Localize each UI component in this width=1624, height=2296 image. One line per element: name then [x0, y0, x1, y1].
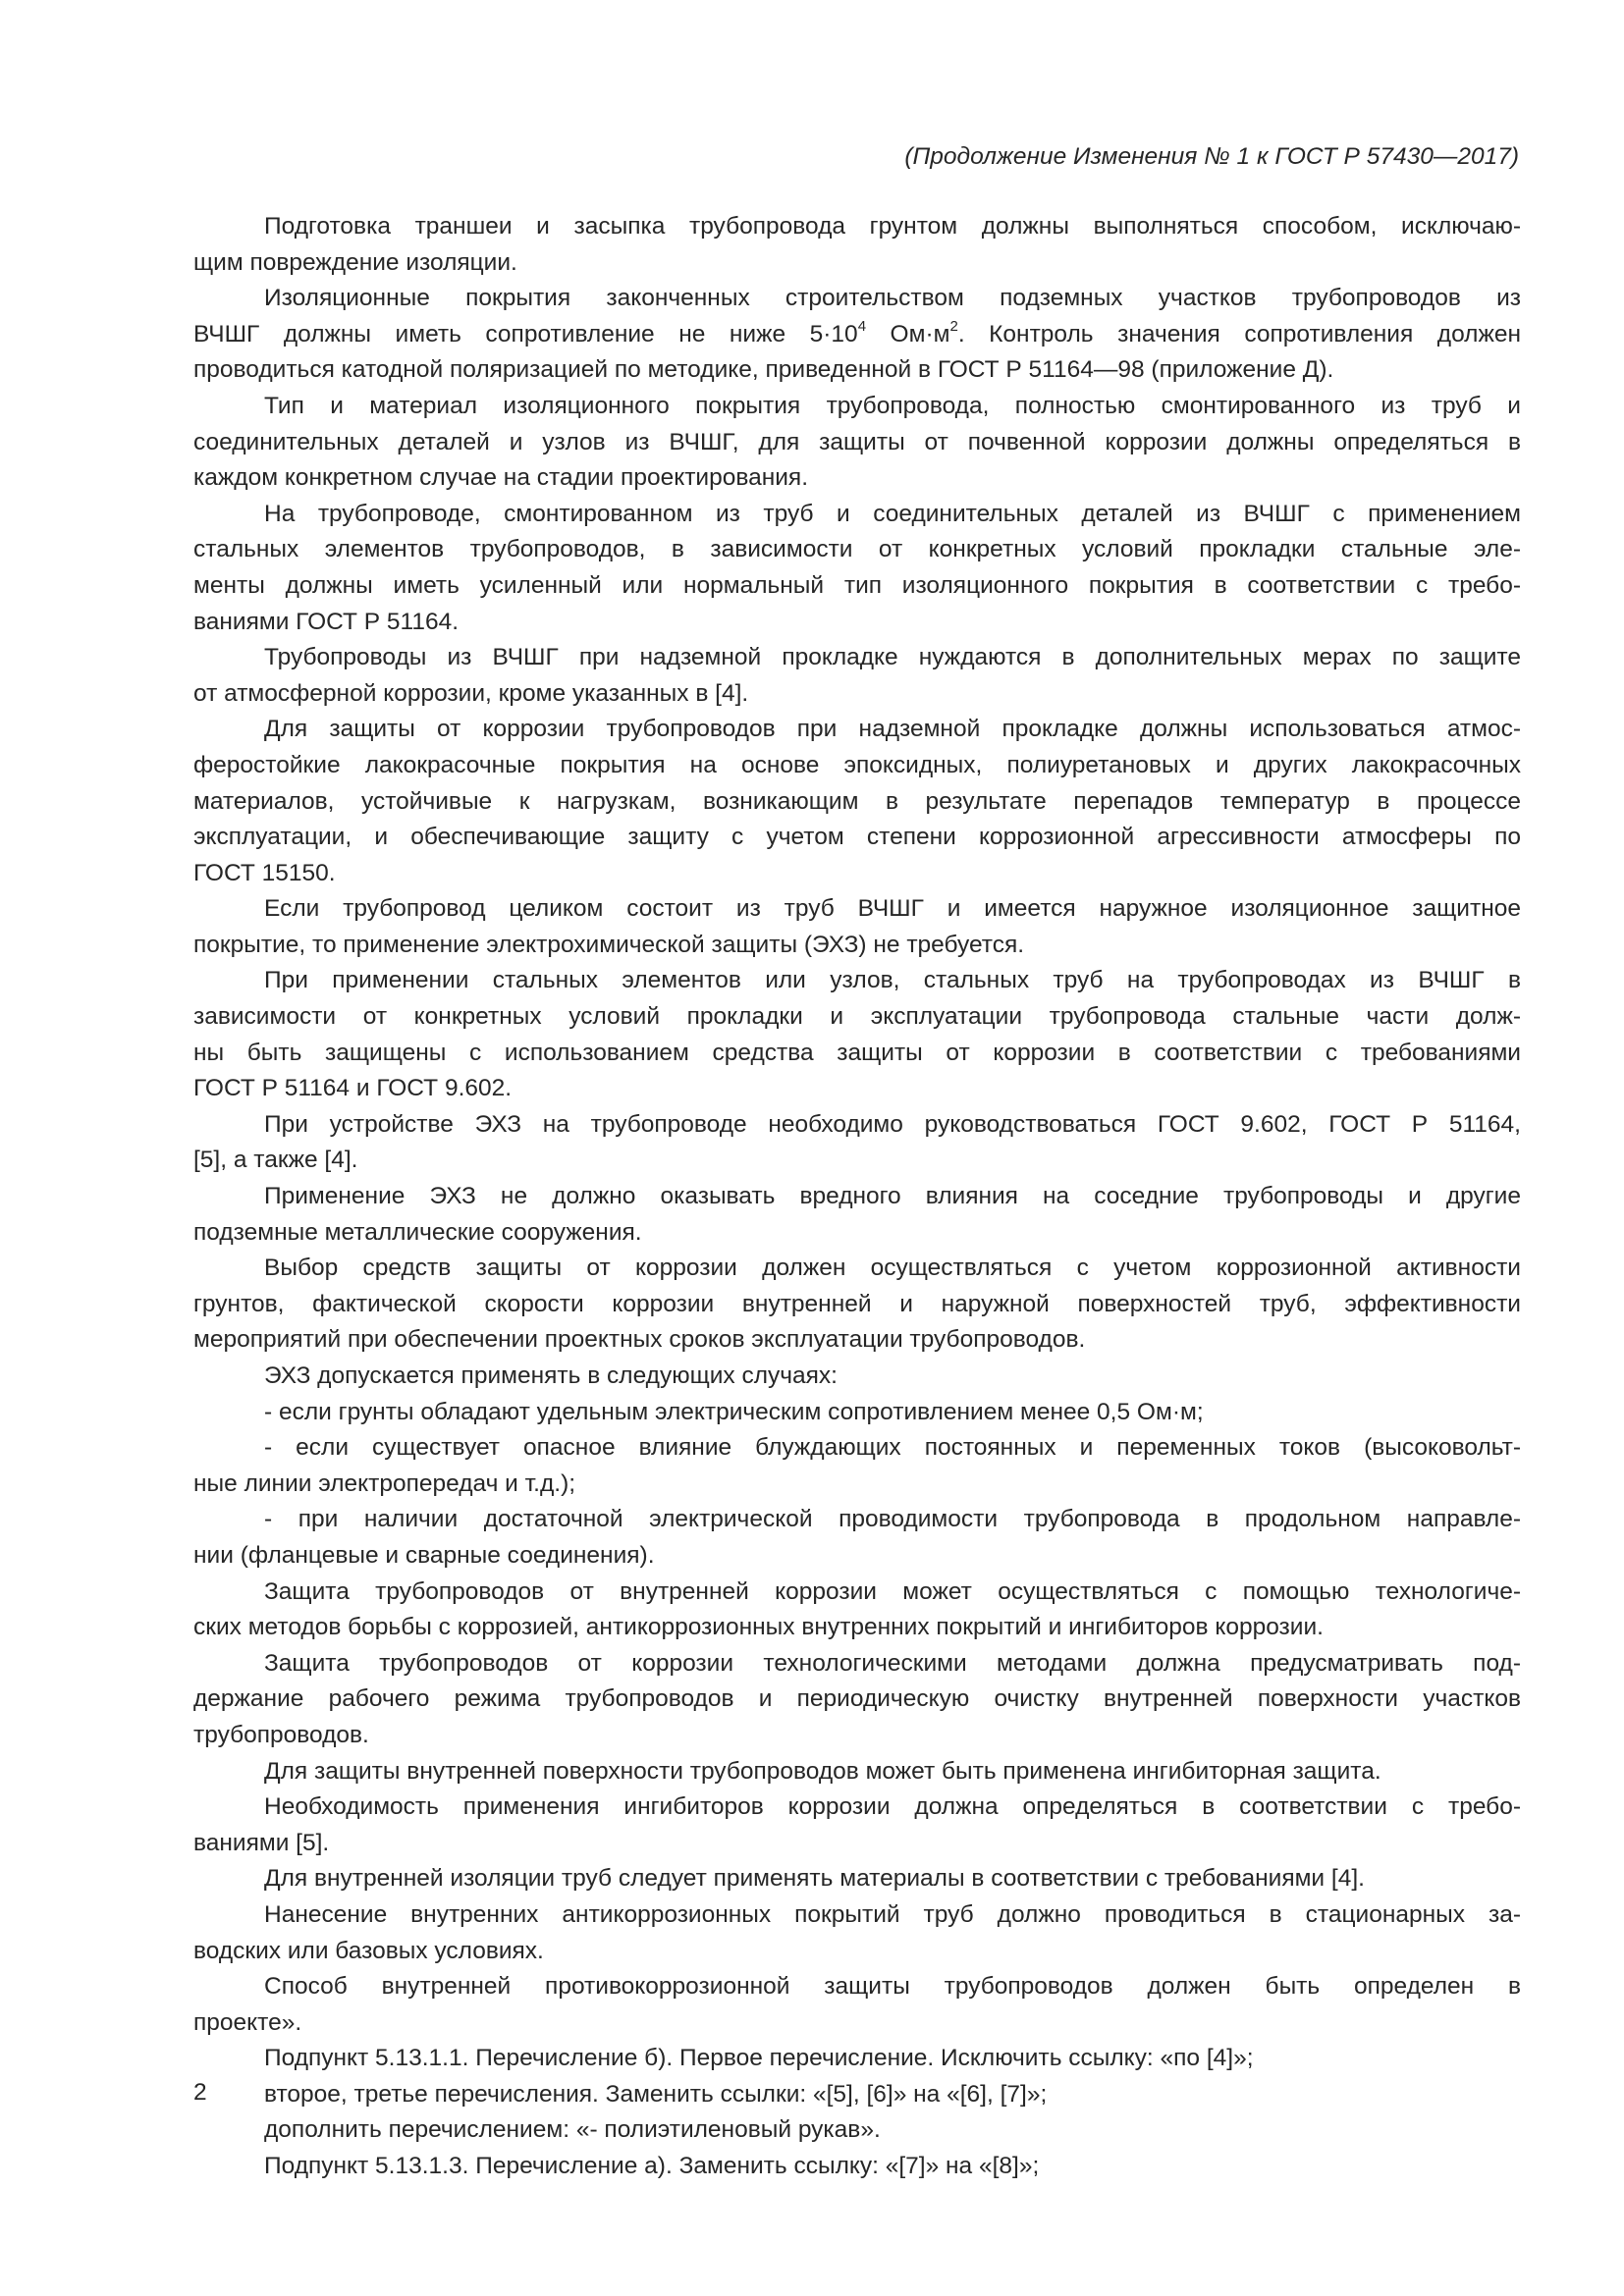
text-line	[193, 1789, 1521, 1826]
paragraph	[193, 712, 1521, 891]
line-text: Подготовка траншеи и засыпка трубопровода грунтом должны выполняться способом, исключаю-	[264, 213, 1521, 240]
line-text: Для защиты внутренней поверхности трубопроводов может быть применена ингибиторная защита.	[264, 1757, 1381, 1785]
text-line	[193, 568, 1521, 605]
text-line	[193, 748, 1521, 784]
paragraph	[193, 1359, 1521, 1395]
line-text: нии (фланцевые и сварные соединения).	[193, 1541, 655, 1569]
text-line	[193, 281, 1521, 317]
line-text: [5], а также [4].	[193, 1147, 358, 1174]
line-text: покрытие, то применение электрохимической защиты (ЭХЗ) не требуется.	[193, 931, 1025, 958]
line-text: - если существует опасное влияние блуждающих постоянных и переменных токов (высоковольт-	[264, 1434, 1521, 1462]
paragraph	[193, 1502, 1521, 1574]
line-text: Тип и материал изоляционного покрытия трубопровода, полностью смонтированного из труб и	[264, 392, 1521, 419]
text-line	[193, 963, 1521, 999]
paragraph	[193, 2149, 1521, 2185]
paragraph	[193, 1251, 1521, 1359]
line-text: стальных элементов трубопроводов, в зависимости от конкретных условий прокладки стальные эле-	[193, 536, 1521, 563]
paragraph	[193, 1646, 1521, 1754]
line-text: . Контроль значения сопротивления должен	[957, 320, 1521, 347]
line-text: щим повреждение изоляции.	[193, 248, 517, 276]
line-text: Для защиты от коррозии трубопроводов при надземной прокладке должны использоваться атмос-	[264, 716, 1521, 743]
text-line	[193, 2041, 1521, 2077]
line-text: материалов, устойчивые к нагрузкам, возникающим в результате перепадов температур в процессе	[193, 787, 1521, 815]
line-text: Трубопроводы из ВЧШГ при надземной прокладке нуждаются в дополнительных мерах по защите	[264, 644, 1521, 671]
paragraph	[193, 1861, 1521, 1897]
text-line	[193, 2112, 1521, 2149]
text-line	[193, 1467, 1521, 1503]
paragraph	[193, 640, 1521, 712]
line-text: феростойкие лакокрасочные покрытия на основе эпоксидных, полиуретановых и других лакокрасочных	[193, 751, 1521, 778]
text-line	[193, 1036, 1521, 1072]
text-line	[193, 1538, 1521, 1575]
line-text: ЭХЗ допускается применять в следующих случаях:	[264, 1362, 838, 1389]
line-text: проекте».	[193, 2008, 302, 2036]
line-text: Способ внутренней противокоррозионной защиты трубопроводов должен быть определен в	[264, 1973, 1521, 2001]
line-text: ваниями [5].	[193, 1829, 330, 1856]
text-line	[193, 1718, 1521, 1754]
paragraph	[193, 2077, 1521, 2113]
text-line	[193, 2077, 1521, 2113]
line-text: - если грунты обладают удельным электрическим сопротивлением менее 0,5 Ом·м;	[264, 1398, 1204, 1425]
line-text: второе, третье перечисления. Заменить ссылки: «[5], [6]» на «[6], [7]»;	[264, 2080, 1048, 2108]
line-text: При устройстве ЭХЗ на трубопроводе необходимо руководствоваться ГОСТ 9.602, ГОСТ Р 51164,	[264, 1110, 1521, 1138]
paragraph	[193, 1575, 1521, 1646]
line-text: Для внутренней изоляции труб следует применять материалы в соответствии с требованиями [4].	[264, 1865, 1365, 1893]
line-text: Изоляционные покрытия законченных строительством подземных участков трубопроводов из	[264, 285, 1521, 312]
paragraph	[193, 1754, 1521, 1790]
text-line	[193, 245, 1521, 282]
text-line	[193, 1575, 1521, 1611]
line-text: Если трубопровод целиком состоит из труб ВЧШГ и имеется наружное изоляционное защитное	[264, 895, 1521, 923]
line-text: Необходимость применения ингибиторов коррозии должна определяться в соответствии с требо-	[264, 1793, 1521, 1821]
text-line	[193, 999, 1521, 1036]
paragraph	[193, 2041, 1521, 2077]
text-line	[193, 1969, 1521, 2005]
line-text: трубопроводов.	[193, 1721, 369, 1748]
exponent: 4	[857, 317, 867, 335]
line-text: дополнить перечислением: «- полиэтиленовый рукав».	[264, 2116, 881, 2144]
line-text: мероприятий при обеспечении проектных сроков эксплуатации трубопроводов.	[193, 1326, 1086, 1354]
text-line	[193, 1610, 1521, 1646]
line-text: ВЧШГ должны иметь сопротивление не ниже 5·10	[193, 320, 858, 347]
line-text: водских или базовых условиях.	[193, 1937, 544, 1964]
line-text: ваниями ГОСТ Р 51164.	[193, 608, 460, 635]
text-line	[193, 1395, 1521, 1431]
text-line	[193, 1754, 1521, 1790]
text-line	[193, 1071, 1521, 1107]
unit-text: Ом·м	[866, 320, 950, 347]
text-line	[193, 1430, 1521, 1467]
paragraph	[193, 2112, 1521, 2149]
text-line	[193, 425, 1521, 461]
paragraph	[193, 209, 1521, 281]
paragraph	[193, 1897, 1521, 1969]
text-line	[193, 389, 1521, 425]
text-line	[193, 1646, 1521, 1682]
text-line	[193, 605, 1521, 641]
paragraph	[193, 389, 1521, 497]
line-text: Нанесение внутренних антикоррозионных покрытий труб должно проводиться в стационарных за-	[264, 1900, 1521, 1928]
text-line	[193, 1861, 1521, 1897]
text-line	[193, 856, 1521, 892]
line-text: ГОСТ Р 51164 и ГОСТ 9.602.	[193, 1075, 513, 1102]
text-line	[193, 2005, 1521, 2042]
line-text: При применении стальных элементов или узлов, стальных труб на трубопроводах из ВЧШГ в	[264, 967, 1521, 994]
text-line	[193, 1251, 1521, 1287]
text-line	[193, 317, 1521, 353]
line-text: грунтов, фактической скорости коррозии внутренней и наружной поверхностей труб, эффективности	[193, 1290, 1521, 1317]
text-line	[193, 209, 1521, 245]
text-line	[193, 784, 1521, 821]
paragraph	[193, 1430, 1521, 1502]
running-header: (Продолжение Изменения № 1 к ГОСТ Р 57430—2017)	[904, 143, 1519, 170]
text-line	[193, 820, 1521, 856]
text-line	[193, 1934, 1521, 1970]
text-line	[193, 640, 1521, 676]
line-text: На трубопроводе, смонтированном из труб и соединительных деталей из ВЧШГ с применением	[264, 500, 1521, 527]
page-number: 2	[193, 2079, 207, 2106]
text-line	[193, 1107, 1521, 1144]
paragraph	[193, 281, 1521, 389]
line-text: подземные металлические сооружения.	[193, 1218, 642, 1246]
line-text: каждом конкретном случае на стадии проектирования.	[193, 464, 809, 492]
text-line	[193, 532, 1521, 568]
line-text: эксплуатации, и обеспечивающие защиту с учетом степени коррозионной агрессивности атмосферы по	[193, 824, 1521, 851]
line-text: - при наличии достаточной электрической проводимости трубопровода в продольном направле-	[264, 1506, 1521, 1533]
text-line	[193, 2149, 1521, 2185]
body-text	[193, 209, 1521, 2185]
line-text: Защита трубопроводов от внутренней коррозии может осуществляться с помощью технологиче-	[264, 1577, 1521, 1605]
line-text: Защита трубопроводов от коррозии технологическими методами должна предусматривать под-	[264, 1649, 1521, 1677]
text-line	[193, 1179, 1521, 1215]
paragraph	[193, 1969, 1521, 2041]
text-line	[193, 1322, 1521, 1359]
line-text: ских методов борьбы с коррозией, антикоррозионных внутренних покрытий и ингибиторов коррозии.	[193, 1614, 1324, 1641]
paragraph	[193, 963, 1521, 1106]
line-text: ГОСТ 15150.	[193, 859, 336, 886]
line-text: соединительных деталей и узлов из ВЧШГ, для защиты от почвенной коррозии должны определяться в	[193, 428, 1521, 455]
line-text: Применение ЭХЗ не должно оказывать вредного влияния на соседние трубопроводы и другие	[264, 1183, 1521, 1210]
line-text: Подпункт 5.13.1.1. Перечисление б). Первое перечисление. Исключить ссылку: «по [4]»;	[264, 2045, 1254, 2072]
text-line	[193, 891, 1521, 928]
text-line	[193, 676, 1521, 713]
text-line	[193, 352, 1521, 389]
text-line	[193, 1682, 1521, 1718]
text-line	[193, 1143, 1521, 1179]
exponent: 2	[949, 317, 958, 335]
line-text: ны быть защищены с использованием средства защиты от коррозии в соответствии с требованиями	[193, 1039, 1521, 1066]
text-line	[193, 712, 1521, 748]
line-text: проводиться катодной поляризацией по методике, приведенной в ГОСТ Р 51164—98 (приложение Д).	[193, 356, 1334, 384]
text-line	[193, 1287, 1521, 1323]
text-line	[193, 1359, 1521, 1395]
paragraph	[193, 1395, 1521, 1431]
line-text: зависимости от конкретных условий прокладки и эксплуатации трубопровода стальные части долж-	[193, 1003, 1521, 1031]
line-text: Подпункт 5.13.1.3. Перечисление а). Заменить ссылку: «[7]» на «[8]»;	[264, 2153, 1040, 2180]
paragraph	[193, 497, 1521, 640]
line-text: держание рабочего режима трубопроводов и периодическую очистку внутренней поверхности участков	[193, 1685, 1521, 1713]
text-line	[193, 1826, 1521, 1862]
paragraph	[193, 1789, 1521, 1861]
line-text: ные линии электропередач и т.д.);	[193, 1469, 576, 1497]
line-text: Выбор средств защиты от коррозии должен осуществляться с учетом коррозионной активности	[264, 1255, 1521, 1282]
text-line	[193, 928, 1521, 964]
paragraph	[193, 891, 1521, 963]
line-text: менты должны иметь усиленный или нормальный тип изоляционного покрытия в соответствии с требо-	[193, 571, 1521, 599]
text-line	[193, 1502, 1521, 1538]
text-line	[193, 460, 1521, 497]
text-line	[193, 1897, 1521, 1934]
line-text: от атмосферной коррозии, кроме указанных в [4].	[193, 679, 749, 707]
paragraph	[193, 1107, 1521, 1179]
paragraph	[193, 1179, 1521, 1251]
text-line	[193, 497, 1521, 533]
text-line	[193, 1215, 1521, 1252]
